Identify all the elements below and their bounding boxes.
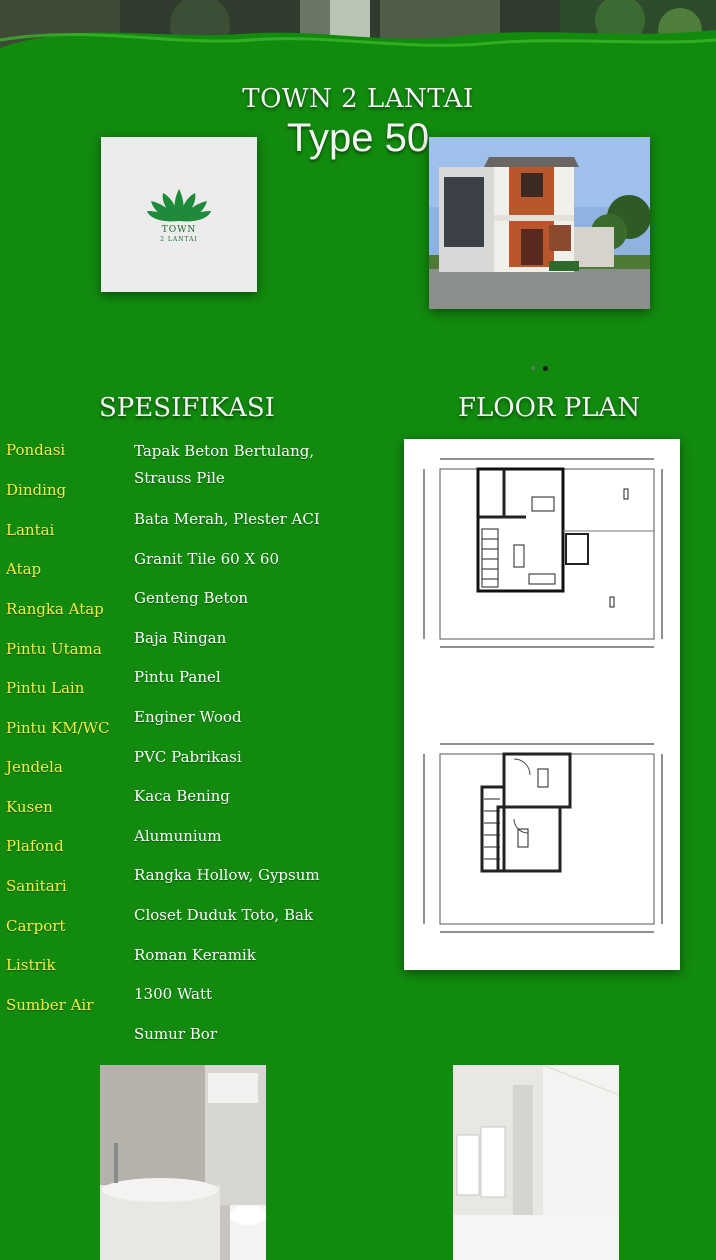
spec-value: 1300 Watt: [134, 985, 213, 1003]
spec-heading: SPESIFIKASI: [99, 393, 275, 423]
spec-label: Plafond: [6, 837, 64, 855]
floor-plan-heading: FLOOR PLAN: [458, 393, 641, 423]
upper-floor-plan: [424, 744, 662, 932]
spec-value: Granit Tile 60 X 60: [134, 550, 279, 568]
spec-label: Pintu Utama: [6, 640, 102, 658]
floor-plan-image: [404, 439, 680, 970]
interior-photo: [453, 1065, 619, 1260]
spec-label: Sumber Air: [6, 996, 94, 1014]
spec-label: Pondasi: [6, 441, 66, 459]
spec-value: Alumunium: [134, 827, 222, 845]
carousel-dot-2[interactable]: [543, 366, 548, 371]
spec-label: Sanitari: [6, 877, 67, 895]
spec-value: Rangka Hollow, Gypsum: [134, 866, 320, 884]
spec-label: Kusen: [6, 798, 53, 816]
lotus-logo-icon: [101, 137, 257, 292]
spec-value: Enginer Wood: [134, 708, 242, 726]
logo-word: TOWN: [161, 225, 197, 235]
header-photo: [0, 0, 716, 70]
spec-label: Pintu KM/WC: [6, 719, 110, 737]
spec-label: Pintu Lain: [6, 679, 85, 697]
spec-value: Pintu Panel: [134, 668, 221, 686]
spec-label: Rangka Atap: [6, 600, 104, 618]
bathroom-photo: [100, 1065, 266, 1260]
spec-label: Carport: [6, 917, 66, 935]
spec-value: Roman Keramik: [134, 946, 256, 964]
spec-value: Baja Ringan: [134, 629, 227, 647]
spec-value: PVC Pabrikasi: [134, 748, 242, 766]
page-title: TOWN 2 LANTAI: [242, 84, 474, 114]
spec-value: Sumur Bor: [134, 1025, 217, 1043]
page-subtitle: Type 50: [286, 116, 430, 160]
spec-value: Genteng Beton: [134, 589, 249, 607]
spec-value: Kaca Bening: [134, 787, 230, 805]
spec-label: Jendela: [6, 758, 63, 776]
carousel-dot-1[interactable]: [531, 366, 535, 370]
spec-value: Closet Duduk Toto, Bak: [134, 906, 314, 924]
house-photo: [429, 137, 650, 309]
spec-label: Lantai: [6, 521, 55, 539]
logo-card: [101, 137, 257, 292]
spec-label: Listrik: [6, 956, 56, 974]
spec-label: Atap: [6, 560, 42, 578]
logo-sub: 2 LANTAI: [160, 236, 198, 243]
spec-label: Dinding: [6, 481, 67, 499]
ground-floor-plan: [424, 459, 662, 647]
spec-value: Tapak Beton Bertulang, Strauss Pile: [134, 442, 315, 487]
spec-value: Bata Merah, Plester ACI: [134, 510, 320, 528]
